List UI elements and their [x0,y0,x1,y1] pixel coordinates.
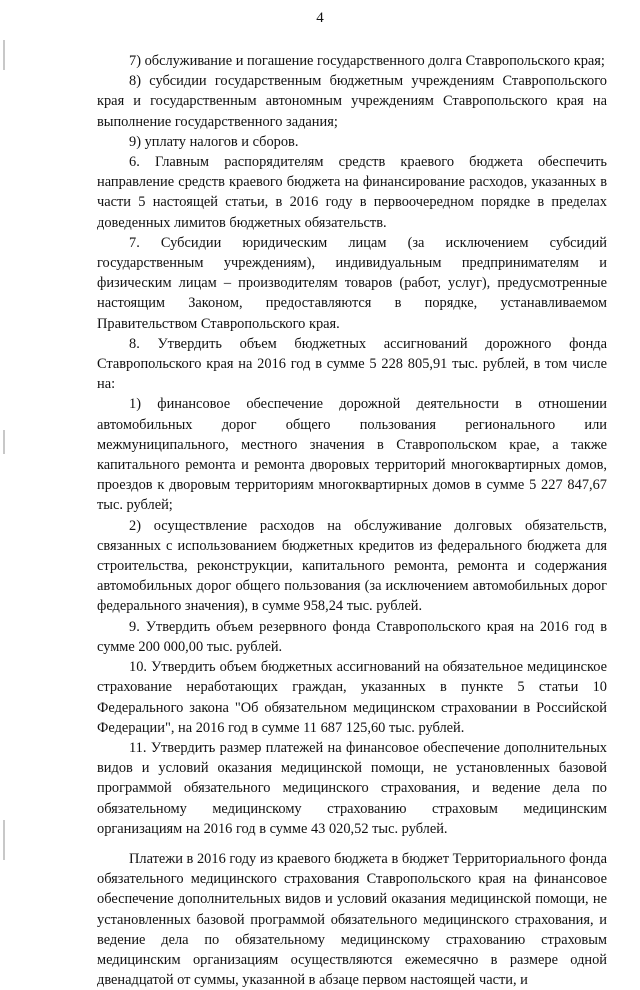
paragraph-payments: Платежи в 2016 году из краевого бюджета в бюджет Территориального фонда обязательного медицинского страхования Ставропольского края на финансовое обеспечение дополнительных видов и условий оказания медицинской помощи, не установленных базовой программой обязательного медицинского страхования, и ведение дела по обязательному медицинскому страхованию страховым медицинским организациям осуществляются ежемесячно в размере одной двенадцатой от суммы, указанной в абзаце первом настоящей части, и [97,850,607,989]
paragraph-item-8: 8) субсидии государственным бюджетным учреждениям Ставропольского края и государственным автономным учреждениям Ставропольского края на выполнение государственного задания; [97,73,607,130]
paragraph-part-7: 7. Субсидии юридическим лицам (за исключением субсидий государственным учреждениям), индивидуальным предпринимателям и физическим лицам – производителям товаров (работ, услуг), предусмотренные настоящим Законом, предоставляются в порядке, устанавливаемом Правительством Ставропольского края. [97,234,607,332]
paragraph-part-8-item-1: 1) финансовое обеспечение дорожной деятельности в отношении автомобильных дорог общего пользования регионального или межмуниципального, местного значения в Ставропольском крае, а также капитального ремонта и ремонта дворовых территорий многоквартирных домов, проездов к дворовым территориям многоквартирных домов в сумме 5 227 847,67 тыс. рублей; [97,396,607,514]
paragraph-part-11: 11. Утвердить размер платежей на финансовое обеспечение дополнительных видов и условий оказания медицинской помощи, не установленных базовой программой обязательного медицинского страхования, и ведение дела по обязательному медицинскому страхованию страховым медицинским организациям на 2016 год в сумме 43 020,52 тыс. рублей. [97,739,607,837]
page-number: 4 [316,10,324,26]
paragraph-part-10: 10. Утвердить объем бюджетных ассигнований на обязательное медицинское страхование неработающих граждан, указанных в пункте 5 статьи 10 Федерального закона "Об обязательном медицинском страховании в Российской Федерации", на 2016 год в сумме 11 687 125,60 тыс. рублей. [97,659,607,736]
paragraph-part-8-item-2: 2) осуществление расходов на обслуживание долговых обязательств, связанных с использованием бюджетных кредитов из федерального бюджета для строительства, реконструкции, капитального ремонта, ремонта и содержания автомобильных дорог общего пользования (за исключением автомобильных дорог федерального значения), в сумме 958,24 тыс. рублей. [97,517,607,615]
document-body [97,51,607,990]
scan-edge-mark [3,820,5,860]
paragraph-item-9: 9) уплату налогов и сборов. [129,133,299,150]
paragraph-part-6: 6. Главным распорядителям средств краевого бюджета обеспечить направление средств краевого бюджета на финансирование расходов, указанных в части 5 настоящей статьи, в 2016 году в первоочередном порядке в пределах доведенных лимитов бюджетных обязательств. [97,154,607,231]
paragraph-part-8: 8. Утвердить объем бюджетных ассигнований дорожного фонда Ставропольского края на 2016 год в сумме 5 228 805,91 тыс. рублей, в том числе на: [97,335,607,393]
scan-edge-mark [3,430,5,454]
paragraph-item-7: 7) обслуживание и погашение государственного долга Ставропольского края; [129,53,605,69]
paragraph-part-9: 9. Утвердить объем резервного фонда Ставропольского края на 2016 год в сумме 200 000,00 тыс. рублей. [97,618,607,655]
scan-edge-mark [3,40,5,70]
